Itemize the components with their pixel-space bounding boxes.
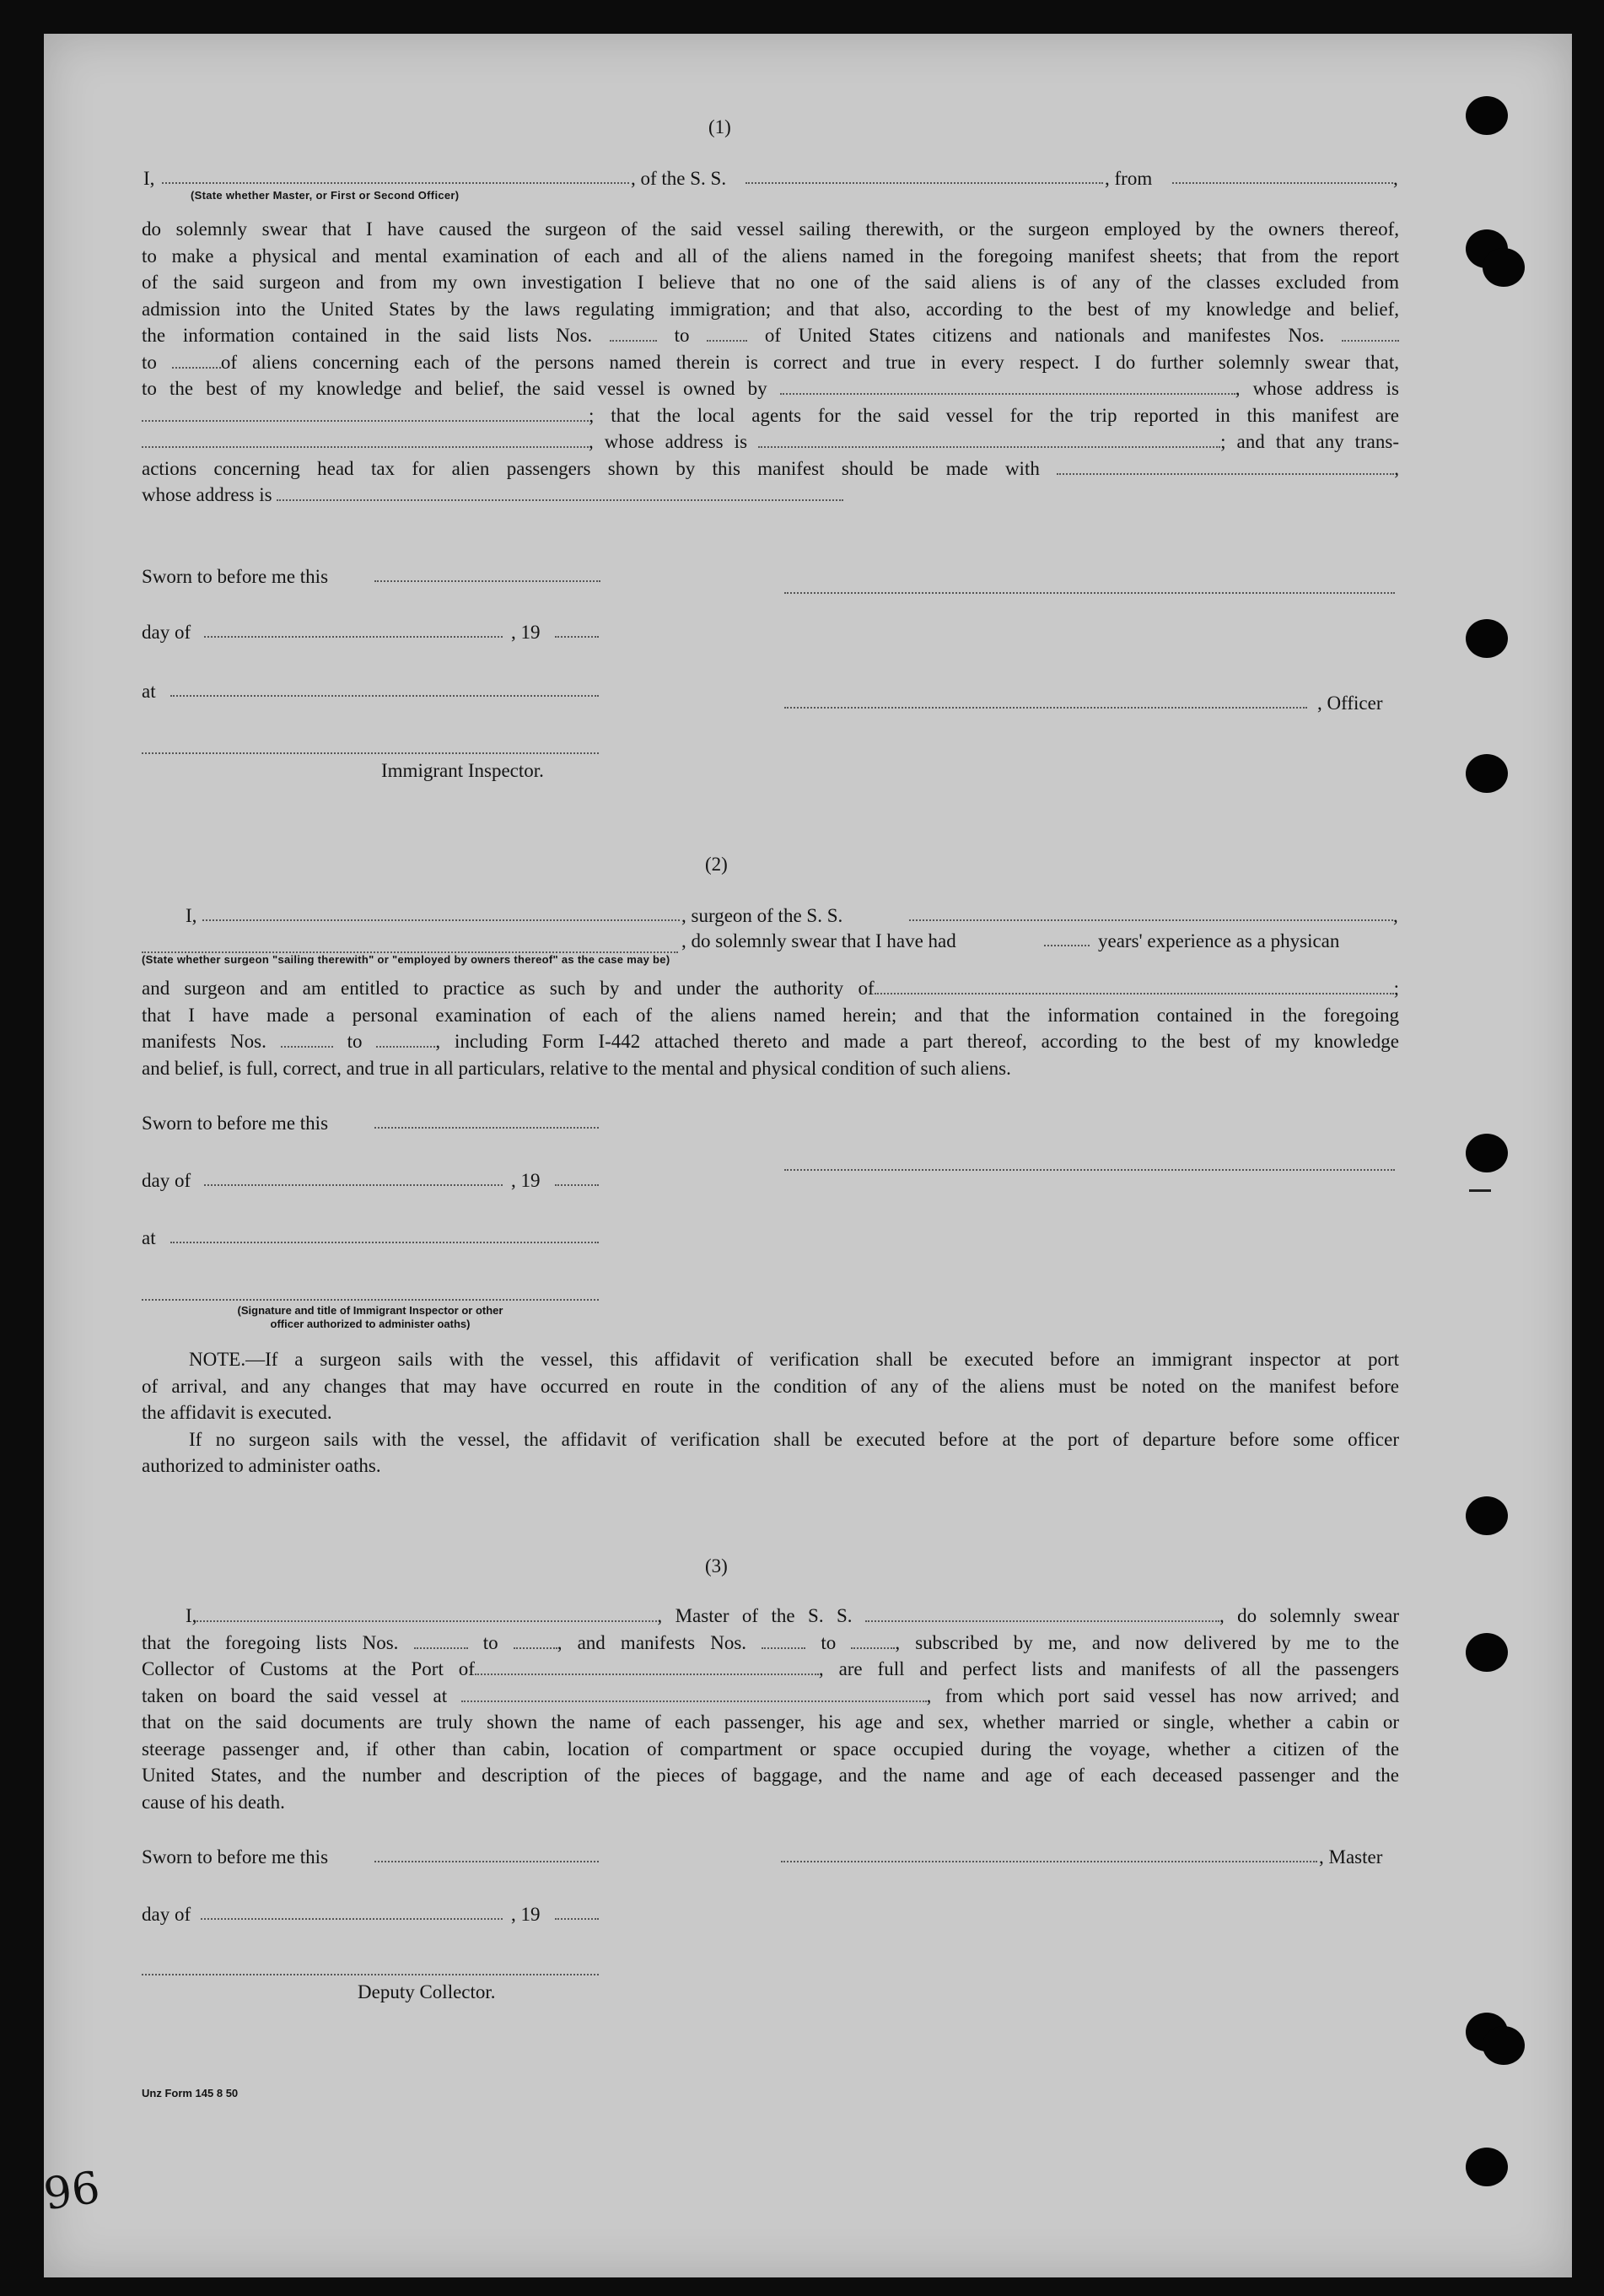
s1-at-blank (170, 695, 599, 697)
punch-hole (1466, 619, 1508, 658)
s1-vessel-blank (745, 182, 1103, 184)
s1-comma: , (1393, 168, 1398, 189)
s2-text-line: and belief, is full, correct, and true in all particulars, relative to the mental and physical condition of such aliens. (142, 1057, 1011, 1079)
blank (172, 352, 221, 369)
s3-text-line: steerage passenger and, if other than cabin, location of compartment or space occupied during the voyage, whether a citizen of the (142, 1738, 1399, 1760)
s2-text-line: that I have made a personal examination of each of the aliens named herein; and that the information contained in the foregoing (142, 1004, 1399, 1026)
s3-text-line: taken on board the said vessel at , from which port said vessel has now arrived; and (142, 1684, 1399, 1706)
punch-hole (1466, 2148, 1508, 2186)
s3-deputy-signature-line (142, 1974, 599, 1975)
s2-at-blank (170, 1242, 599, 1243)
blank (461, 1685, 927, 1702)
blank (142, 431, 589, 448)
s1-of-ss-label: , of the S. S. (631, 168, 727, 189)
punch-hole (1483, 248, 1525, 287)
form-page (40, 34, 1572, 2277)
s2-signature-note: (Signature and title of Immigrant Inspector or other officer authorized to administer oaths) (237, 1304, 503, 1330)
note-line: the affidavit is executed. (142, 1402, 332, 1423)
s3-text-line: Collector of Customs at the Port of , are full and perfect lists and manifests of all the passengers (142, 1658, 1399, 1679)
note-line: of arrival, and any changes that may have occurred en route in the condition of any of the aliens must be noted on the manifest before (142, 1375, 1399, 1397)
s3-text-line: United States, and the number and description of the pieces of baggage, and the name and age of each deceased passenger and the (142, 1765, 1399, 1786)
s1-text-line: to make a physical and mental examination of each and all of the aliens named in the foregoing manifest sheets; that from the report (142, 245, 1399, 267)
punch-hole (1483, 2026, 1525, 2065)
s3-sworn-blank (374, 1861, 599, 1862)
s3-paragraph (142, 1603, 1399, 1815)
s2-day-blank (204, 1184, 503, 1186)
s1-inspector-signature-line (142, 752, 599, 754)
blank (762, 1632, 805, 1649)
s1-text-line: actions concerning head tax for alien passengers shown by this manifest should be made with , (142, 457, 1399, 479)
edge-mark (1469, 1189, 1491, 1192)
s1-line-1: I, (143, 168, 155, 189)
s2-surgeon-signature-line (784, 1169, 1395, 1171)
s1-text-line: ; that the local agents for the said vessel for the trip reported in this manifest are (142, 402, 1399, 429)
s2-sworn-label: Sworn to before me this (142, 1113, 329, 1134)
s1-officer-note: (State whether Master, or First or Second Officer) (191, 189, 460, 202)
s2-surgeon-of-label: , surgeon of the S. S. (681, 905, 843, 926)
s1-officer-name-blank (162, 182, 629, 184)
s3-year-label: , 19 (511, 1904, 541, 1925)
s3-day-label: day of (142, 1904, 191, 1925)
blank (414, 1632, 468, 1649)
punch-hole (1466, 1633, 1508, 1672)
s2-note (142, 1346, 1399, 1479)
s2-year-blank (555, 1184, 599, 1186)
s2-i-label: I, (186, 905, 197, 926)
s2-sworn-blank (374, 1127, 599, 1129)
s3-text-line: I, , Master of the S. S. , do solemnly swear (186, 1605, 1399, 1626)
s1-year-blank (555, 636, 599, 638)
blank (780, 378, 1235, 395)
s3-sworn-label: Sworn to before me this (142, 1846, 329, 1868)
s1-from-blank (1172, 182, 1393, 184)
section-3-number: (3) (705, 1555, 728, 1576)
blank (851, 1632, 895, 1649)
s1-text-line: admission into the United States by the laws regulating immigration; and that also, according to the best of my knowledge and belief, (142, 298, 1399, 320)
s1-day-label: day of (142, 622, 191, 643)
s1-officer-signature-line-1 (784, 592, 1395, 594)
s2-experience-label: years' experience as a physican (1098, 930, 1340, 951)
s2-day-label: day of (142, 1170, 191, 1191)
handwritten-page-number: 96 (40, 2162, 104, 2221)
s2-at-label: at (142, 1227, 156, 1248)
s3-year-blank (555, 1918, 599, 1920)
s1-officer-label: , Officer (1317, 693, 1383, 714)
s2-comma: , (1393, 905, 1398, 926)
s1-text-line: , whose address is ; and that any trans- (142, 428, 1399, 455)
s1-inspector-label: Immigrant Inspector. (381, 760, 544, 781)
blank (610, 325, 657, 342)
note-line: NOTE.—If a surgeon sails with the vessel, this affidavit of verification shall be executed before an immigrant inspector at port (189, 1349, 1399, 1370)
blank (1342, 325, 1399, 342)
blank (865, 1605, 1219, 1622)
blank (875, 978, 1394, 994)
blank (277, 484, 843, 501)
s1-at-label: at (142, 681, 156, 702)
s2-swear-label: , do solemnly swear that I have had (681, 930, 956, 951)
blank (758, 431, 1220, 448)
blank (1057, 458, 1394, 475)
s1-year-label: , 19 (511, 622, 541, 643)
s3-master-label: , Master (1319, 1846, 1383, 1868)
blank (514, 1632, 557, 1649)
s1-paragraph (142, 216, 1399, 509)
section-2-number: (2) (705, 854, 728, 875)
s1-officer-signature-line-2 (784, 707, 1307, 709)
s1-text-line: of the said surgeon and from my own investigation I believe that no one of the said aliens is of any of the classes excluded from (142, 272, 1399, 293)
s1-from-label: , from (1105, 168, 1153, 189)
s1-text-line: to of aliens concerning each of the persons named therein is correct and true in every respect. I do further solemnly swear that, (142, 351, 1399, 373)
s1-day-blank (204, 636, 503, 638)
blank (376, 1031, 435, 1048)
blank (196, 1605, 657, 1622)
s2-years-blank (1044, 945, 1090, 946)
note-line: If no surgeon sails with the vessel, the affidavit of verification shall be executed before at the port of departure before some officer (189, 1428, 1399, 1450)
s2-text-line: and surgeon and am entitled to practice as such by and under the authority of ; (142, 978, 1399, 999)
s1-sworn-blank (374, 580, 600, 582)
s3-text-line: that on the said documents are truly shown the name of each passenger, his age and sex, whether married or single, whether a cabin or (142, 1711, 1399, 1733)
s3-text-line: that the foregoing lists Nos. to , and manifests Nos. to , subscribed by me, and now delivered by me to the (142, 1631, 1400, 1653)
s1-text-line: whose address is (142, 482, 1399, 509)
blank (707, 325, 747, 342)
s2-paragraph (142, 975, 1399, 1081)
s1-sworn-label: Sworn to before me this (142, 566, 329, 587)
s2-text-line: manifests Nos. to , including Form I-442 attached thereto and made a part thereof, according to the best of my knowledge (142, 1031, 1400, 1052)
blank (475, 1658, 819, 1675)
s1-text-line: the information contained in the said lists Nos. to of United States citizens and nationals and manifestes Nos. (142, 322, 1399, 349)
note-line: authorized to administer oaths. (142, 1455, 381, 1476)
punch-hole (1466, 754, 1508, 793)
blank (142, 405, 589, 422)
punch-hole (1466, 96, 1508, 135)
s1-text-line: do solemnly swear that I have caused the surgeon of the said vessel sailing therewith, or the surgeon employed by the owners thereof, (142, 218, 1399, 240)
form-number: Unz Form 145 8 50 (142, 2087, 239, 2099)
s3-text-line: cause of his death. (142, 1791, 285, 1813)
punch-hole (1466, 1134, 1508, 1172)
s2-vessel-blank (909, 919, 1393, 921)
s2-surgeon-type-note: (State whether surgeon "sailing therewith" or "employed by owners thereof" as the case may be) (142, 953, 670, 966)
section-1-number: (1) (708, 116, 731, 137)
s2-surgeon-name-blank (202, 919, 680, 921)
s2-year-label: , 19 (511, 1170, 541, 1191)
s3-master-signature-line (781, 1861, 1317, 1862)
s2-inspector-signature-line (142, 1299, 599, 1301)
blank (281, 1031, 333, 1048)
s3-deputy-label: Deputy Collector. (358, 1981, 496, 2002)
s3-day-blank (201, 1918, 503, 1920)
s1-text-line: to the best of my knowledge and belief, the said vessel is owned by , whose address is (142, 378, 1399, 399)
punch-hole (1466, 1496, 1508, 1535)
